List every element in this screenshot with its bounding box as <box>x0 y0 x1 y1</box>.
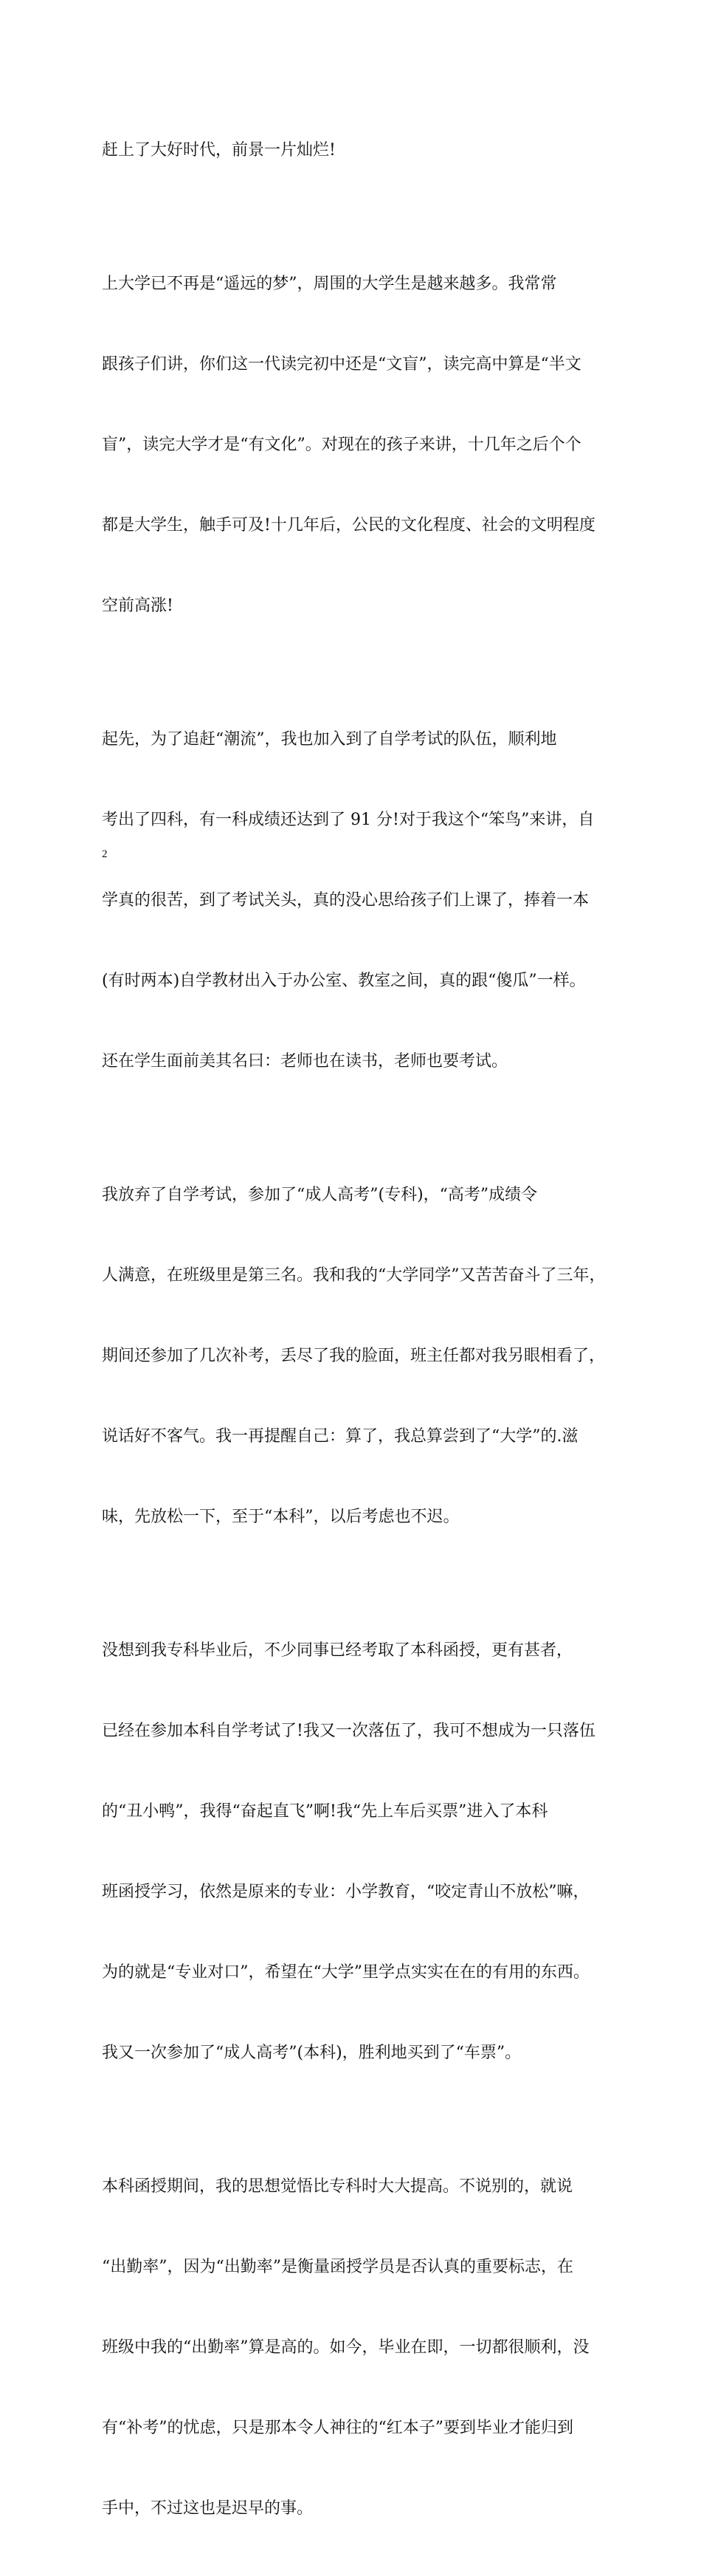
paragraph-6 <box>102 2120 611 2576</box>
text-line: 已经在参加本科自学考试了!我又一次落伍了，我可不想成为一只落伍 <box>102 1722 595 1741</box>
text-line: 上大学已不再是“遥远的梦”，周围的大学生是越来越多。我常常 <box>102 275 557 294</box>
text-line: 盲”，读完大学才是“有文化”。对现在的孩子来讲，十几年之后个个 <box>102 435 581 454</box>
page-number: 2 <box>102 848 108 860</box>
text-line: 空前高涨! <box>102 596 173 615</box>
paragraph-4 <box>102 1129 611 1584</box>
text-line: 我又一次参加了“成人高考”(本科)，胜利地买到了“车票”。 <box>102 2043 522 2062</box>
text-line: 学真的很苦，到了考试关头，真的没心思给孩子们上课了，捧着一本 <box>102 890 590 910</box>
text-line: 有“补考”的忧虑，只是那本令人神往的“红本子”要到毕业才能归到 <box>102 2418 573 2437</box>
text-line: 为的就是“专业对口”，希望在“大学”里学点实实在在的有用的东西。 <box>102 1962 590 1982</box>
text-line: 起先，为了追赶“潮流”，我也加入到了自学考试的队伍，顺利地 <box>102 730 557 749</box>
text-line: “出勤率”，因为“出勤率”是衡量函授学员是否认真的重要标志，在 <box>102 2258 573 2277</box>
text-line: 期间还参加了几次补考，丢尽了我的脸面，班主任都对我另眼相看了， <box>102 1346 606 1365</box>
text-line: 赶上了大好时代，前景一片灿烂! <box>102 140 336 159</box>
text-line: 手中，不过这也是迟早的事。 <box>102 2498 314 2518</box>
body-text <box>102 83 611 2576</box>
text-line: 本科函授期间，我的思想觉悟比专科时大大提高。不说别的，就说 <box>102 2177 573 2197</box>
paragraph-2 <box>102 217 611 673</box>
paragraph-3 <box>102 673 611 1129</box>
text-line: 考出了四科，有一科成绩还达到了 91 分!对于我这个“笨鸟”来讲，自 <box>102 811 595 830</box>
text-line: 说话好不客气。我一再提醒自己：算了，我总算尝到了“大学”的.滋 <box>102 1426 579 1446</box>
text-line: 味，先放松一下，至于“本科”，以后考虑也不迟。 <box>102 1507 460 1526</box>
text-line: (有时两本)自学教材出入于办公室、教室之间，真的跟“傻瓜”一样。 <box>102 971 586 990</box>
text-line: 没想到我专科毕业后，不少同事已经考取了本科函授，更有甚者， <box>102 1641 573 1660</box>
paragraph-1 <box>102 83 611 217</box>
text-line: 人满意，在班级里是第三名。我和我的“大学同学”又苦苦奋斗了三年， <box>102 1266 606 1285</box>
text-line: 跟孩子们讲，你们这一代读完初中还是“文盲”，读完高中算是“半文 <box>102 354 581 374</box>
text-line: 都是大学生，触手可及!十几年后，公民的文化程度、社会的文明程度 <box>102 515 595 535</box>
text-line: 的“丑小鸭”，我得“奋起直飞”啊!我“先上车后买票”进入了本科 <box>102 1802 548 1821</box>
text-line: 我放弃了自学考试，参加了“成人高考”(专科)，“高考”成绩令 <box>102 1186 538 1205</box>
text-line: 还在学生面前美其名曰：老师也在读书，老师也要考试。 <box>102 1051 508 1071</box>
paragraph-5 <box>102 1584 611 2120</box>
text-line: 班级中我的“出勤率”算是高的。如今，毕业在即，一切都很顺利，没 <box>102 2338 590 2357</box>
text-line: 班函授学习，依然是原来的专业：小学教育，“咬定青山不放松”嘛， <box>102 1882 590 1901</box>
